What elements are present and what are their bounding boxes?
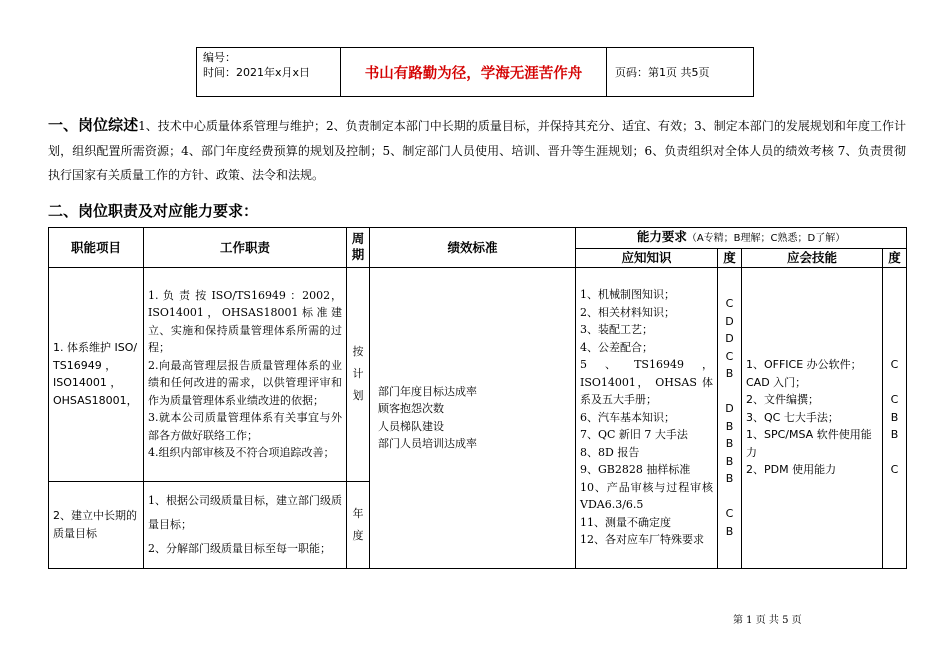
degree-value: C <box>725 349 734 363</box>
row1-duty-1: 1. 负 责 按 ISO/TS16949 ：2002，ISO14001，OHSAS18001标准建立、实施和保持质量管理体系所需的过程； <box>148 288 342 354</box>
duties-table <box>48 227 907 569</box>
knowledge-item: 4、公差配合； <box>580 340 653 354</box>
row2-function: 2、建立中长期的质量目标 <box>49 481 144 568</box>
knowledge-item: 2、相关材料知识； <box>580 305 675 319</box>
col-skills: 应会技能 <box>742 248 883 267</box>
row1-period: 按计划 <box>347 267 370 481</box>
skill-item: 1、OFFICE 办公软件； <box>746 358 862 372</box>
skill-item: 2、文件编撰； <box>746 393 819 407</box>
section-overview <box>48 113 906 188</box>
degree-value: D <box>725 402 734 415</box>
knowledge-item: 12、各对应车厂特殊要求 <box>580 533 704 547</box>
ability-note: （A专精；B理解；C熟悉；D了解） <box>686 233 846 244</box>
document-header <box>196 47 754 97</box>
performance-item: 人员梯队建设 <box>378 419 444 433</box>
knowledge-item: 6、汽车基本知识； <box>580 410 675 424</box>
knowledge-degrees <box>718 267 742 568</box>
skills-list <box>742 267 883 568</box>
degree-value: D <box>725 314 734 328</box>
row2-duty-1: 1、根据公司级质量目标，建立部门级质量目标； <box>148 493 342 531</box>
row1-duty-2: 2.向最高管理层报告质量管理体系的业绩和任何改进的需求，以供管理评审和作为质量管理体系业绩改进的依据； <box>148 358 342 407</box>
knowledge-item: 7、QC 新旧 7 大手法 <box>580 428 688 442</box>
performance-standards <box>370 267 576 568</box>
degree-value: B <box>725 524 734 538</box>
degree-value: B <box>890 428 899 442</box>
degree-value <box>718 488 741 506</box>
col-knowledge: 应知知识 <box>576 248 718 267</box>
col-function: 职能项目 <box>49 228 144 268</box>
page-footer: 第 1 页 共 5 页 <box>733 615 802 626</box>
degree-value: B <box>725 367 734 380</box>
time-label: 时间：2021年x月x日 <box>203 66 311 79</box>
performance-item: 部门人员培训达成率 <box>378 437 477 450</box>
header-meta <box>197 48 341 96</box>
col-performance: 绩效标准 <box>370 228 576 268</box>
degree-value: C <box>890 393 899 407</box>
number-label: 编号： <box>203 51 236 64</box>
col-duties: 工作职责 <box>144 228 347 268</box>
performance-item: 部门年度目标达成率 <box>378 384 477 398</box>
knowledge-item: 3、装配工艺； <box>580 323 653 337</box>
section2-heading: 二、岗位职责及对应能力要求： <box>48 202 259 220</box>
page-info: 页码：第1页 共5页 <box>615 66 710 79</box>
performance-item: 顾客抱怨次数 <box>378 402 444 415</box>
ability-label: 能力要求 <box>636 229 687 244</box>
degree-value: C <box>725 507 734 520</box>
degree-value <box>883 374 906 392</box>
col-skills-degree: 度 <box>883 248 907 267</box>
knowledge-item: 9、GB2828 抽样标准 <box>580 463 691 477</box>
row2-duties <box>144 481 347 568</box>
row2-duty-2: 2、分解部门级质量目标至每一职能； <box>148 541 331 555</box>
degree-value: B <box>725 437 734 450</box>
row1-duty-4: 4.组织内部审核及不符合项追踪改善； <box>148 446 335 459</box>
knowledge-item: 11、测量不确定度 <box>580 515 671 529</box>
degree-value: C <box>725 297 734 310</box>
degree-value: C <box>890 358 899 372</box>
motto: 书山有路勤为径，学海无涯苦作舟 <box>341 48 607 96</box>
skills-degrees <box>883 267 907 568</box>
knowledge-item: 8、8D 报告 <box>580 445 640 459</box>
degree-value: B <box>725 454 734 468</box>
row1-duty-3: 3.就本公司质量管理体系有关事宜与外部各方做好联络工作； <box>148 411 342 442</box>
skill-item: 2、PDM 使用能力 <box>746 463 837 477</box>
col-ability <box>576 228 907 249</box>
degree-value: D <box>725 332 734 345</box>
skill-item: 1、SPC/MSA 软件使用能力 <box>746 428 872 459</box>
degree-value: C <box>890 463 899 477</box>
knowledge-item: 5、TS16949，ISO14001， OHSAS 体系及五大手册； <box>580 358 713 407</box>
degree-value <box>718 383 741 401</box>
degree-value: B <box>725 419 734 433</box>
degree-value <box>883 444 906 462</box>
knowledge-list <box>576 267 718 568</box>
skill-item: CAD 入门； <box>746 375 807 389</box>
row2-period: 年度 <box>347 481 370 568</box>
col-knowledge-degree: 度 <box>718 248 742 267</box>
section1-body: 1、技术中心质量体系管理与维护；2、负责制定本部门中长期的质量目标，并保持其充分、适宜、有效；3、制定本部门的发展规划和年度工作计划，组织配置所需资源；4、部门年度经费预算的规划及控制；5、制定部门人员使用、培训、晋升等生涯规划；6、负责组织对全体人员的绩效考核 7、负责贯彻执行国家有关质量工作的方针、政策、法令和法规。 <box>48 119 906 182</box>
degree-value: B <box>725 472 734 485</box>
knowledge-item: 10、产品审核与过程审核 VDA6.3/6.5 <box>580 480 713 512</box>
skill-item: 3、QC 七大手法； <box>746 410 839 424</box>
row1-function: 1. 体系维护 ISO/ TS16949 ， ISO14001 ， OHSAS18001， <box>49 267 144 481</box>
knowledge-item: 1、机械制图知识； <box>580 288 675 302</box>
degree-value: B <box>890 410 899 424</box>
col-period: 周期 <box>347 228 370 268</box>
row1-duties <box>144 267 347 481</box>
section1-heading: 一、岗位综述 <box>48 116 139 134</box>
